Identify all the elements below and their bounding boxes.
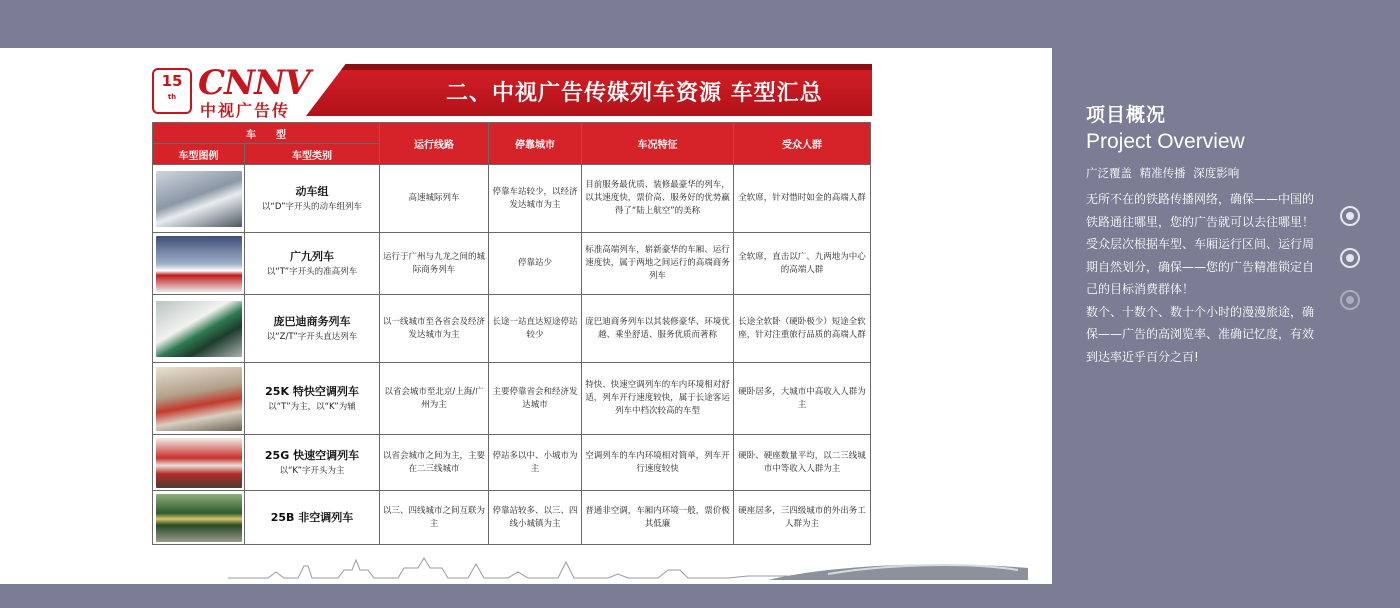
logo-wordmark: CNNV <box>198 63 310 103</box>
section-tagline: 广泛覆盖 精准传播 深度影响 <box>1086 166 1240 180</box>
header-category: 车型类别 <box>245 144 380 165</box>
features-cell: 目前服务最优质、装修最豪华的列车，以其速度快，票价高、服务好的优势赢得了“陆上航空”的美称 <box>582 165 734 233</box>
route-cell: 以省会城市至北京/上海/广州为主 <box>380 363 489 435</box>
audience-cell: 全软席，直击以广、九两地为中心的高端人群 <box>734 233 871 295</box>
emu-train-photo <box>156 171 242 227</box>
header-image: 车型图例 <box>153 144 245 165</box>
audience-cell: 长途全软卧（硬卧极少）短途全软座，针对注重旅行品质的高端人群 <box>734 295 871 363</box>
train-name: 25B 非空调列车 <box>270 510 354 524</box>
audience-cell: 硬座居多，三四级城市的外出务工人群为主 <box>734 491 871 545</box>
header-features: 车况特征 <box>582 123 734 165</box>
route-cell: 以三、四线城市之间互联为主 <box>380 491 489 545</box>
stops-cell: 停靠站少 <box>489 233 582 295</box>
25b-train-photo <box>156 494 242 542</box>
features-cell: 普通非空调，车厢内环境一般，票价极其低廉 <box>582 491 734 545</box>
train-name: 动车组 <box>295 185 329 198</box>
stops-cell: 长途一站直达短途停站较少 <box>489 295 582 363</box>
page-title: 二、中视广告传媒列车资源 车型汇总 <box>446 81 823 106</box>
features-cell: 空调列车的车内环境相对简单，列车开行速度较快 <box>582 435 734 491</box>
table-row <box>153 363 871 435</box>
train-desc: 以“Z/T”字开头直达列车 <box>266 332 358 342</box>
route-cell: 以省会城市之间为主，主要在二三线城市 <box>380 435 489 491</box>
header-stops: 停靠城市 <box>489 123 582 165</box>
table-row <box>153 233 871 295</box>
route-cell: 以一线城市至各省会及经济发达城市为主 <box>380 295 489 363</box>
stops-cell: 停靠站较多、以三、四线小城镇为主 <box>489 491 582 545</box>
stops-cell: 主要停靠省会和经济发达城市 <box>489 363 582 435</box>
bombardier-train-photo <box>156 301 242 357</box>
pager-dot-2[interactable] <box>1340 248 1360 268</box>
train-type-table <box>152 122 871 545</box>
route-cell: 运行于广州与九龙之间的城际商务列车 <box>380 233 489 295</box>
train-name: 广九列车 <box>290 250 334 263</box>
route-cell: 高速城际列车 <box>380 165 489 233</box>
header-train-type: 车 型 <box>153 123 380 144</box>
section-title: 项目概况 <box>1086 104 1167 126</box>
train-desc: 以“D”字开头的动车组列车 <box>261 202 363 212</box>
train-desc: 以“T”为主，以“K”为辅 <box>268 402 356 412</box>
features-cell: 特快、快速空调列车的车内环境相对舒适，列车开行速度较快，属于长途客运列车中档次较高的车型 <box>582 363 734 435</box>
audience-cell: 全软席，针对惜时如金的高端人群 <box>734 165 871 233</box>
features-cell: 庞巴迪商务列车以其装修豪华、环境优越、乘坐舒适、服务优质而著称 <box>582 295 734 363</box>
logo-name-cn: 中视广告传 <box>200 101 291 120</box>
25g-train-photo <box>156 438 242 488</box>
train-desc: 以“K”字开头为主 <box>279 466 345 476</box>
table-row <box>153 491 871 545</box>
cnnv-logo <box>152 63 310 120</box>
header-audience: 受众人群 <box>734 123 871 165</box>
anniversary-seal-icon: 15 th <box>152 68 192 114</box>
city-skyline-icon <box>228 548 1028 584</box>
table-row <box>153 165 871 233</box>
section-title-en: Project Overview <box>1086 130 1245 153</box>
stops-cell: 停站多以中、小城市为主 <box>489 435 582 491</box>
body-paragraph: 受众层次根据车型、车厢运行区间、运行周期自然划分，确保——您的广告精准锁定自己的目标消费群体！ <box>1086 237 1315 296</box>
audience-cell: 硬卧、硬座数量平均，以二三线城市中等收入人群为主 <box>734 435 871 491</box>
train-name: 庞巴迪商务列车 <box>273 315 351 328</box>
table-row <box>153 435 871 491</box>
train-name: 25G 快速空调列车 <box>264 449 360 462</box>
body-paragraph: 无所不在的铁路传播网络，确保——中国的铁路通往哪里，您的广告就可以去往哪里！ <box>1086 192 1315 229</box>
stops-cell: 停靠车站较少，以经济发达城市为主 <box>489 165 582 233</box>
audience-cell: 硬卧居多，大城市中高收入人群为主 <box>734 363 871 435</box>
train-desc: 以“T”字开头的准高列车 <box>266 267 358 277</box>
25k-train-photo <box>156 367 242 431</box>
train-name: 25K 特快空调列车 <box>265 385 359 398</box>
header-route: 运行线路 <box>380 123 489 165</box>
body-paragraph: 数个、十数个、数十个小时的漫漫旅途，确保——广告的高浏览率、准确记忆度，有效到达率近乎百分之百! <box>1086 304 1315 364</box>
pager-dot-1[interactable] <box>1340 206 1360 226</box>
table-row <box>153 295 871 363</box>
pager-dot-3[interactable] <box>1340 290 1360 310</box>
guangjiu-train-photo <box>156 236 242 292</box>
features-cell: 标准高端列车，崭新豪华的车厢、运行速度快，属于两地之间运行的高端商务列车 <box>582 233 734 295</box>
section-body <box>1086 188 1318 368</box>
